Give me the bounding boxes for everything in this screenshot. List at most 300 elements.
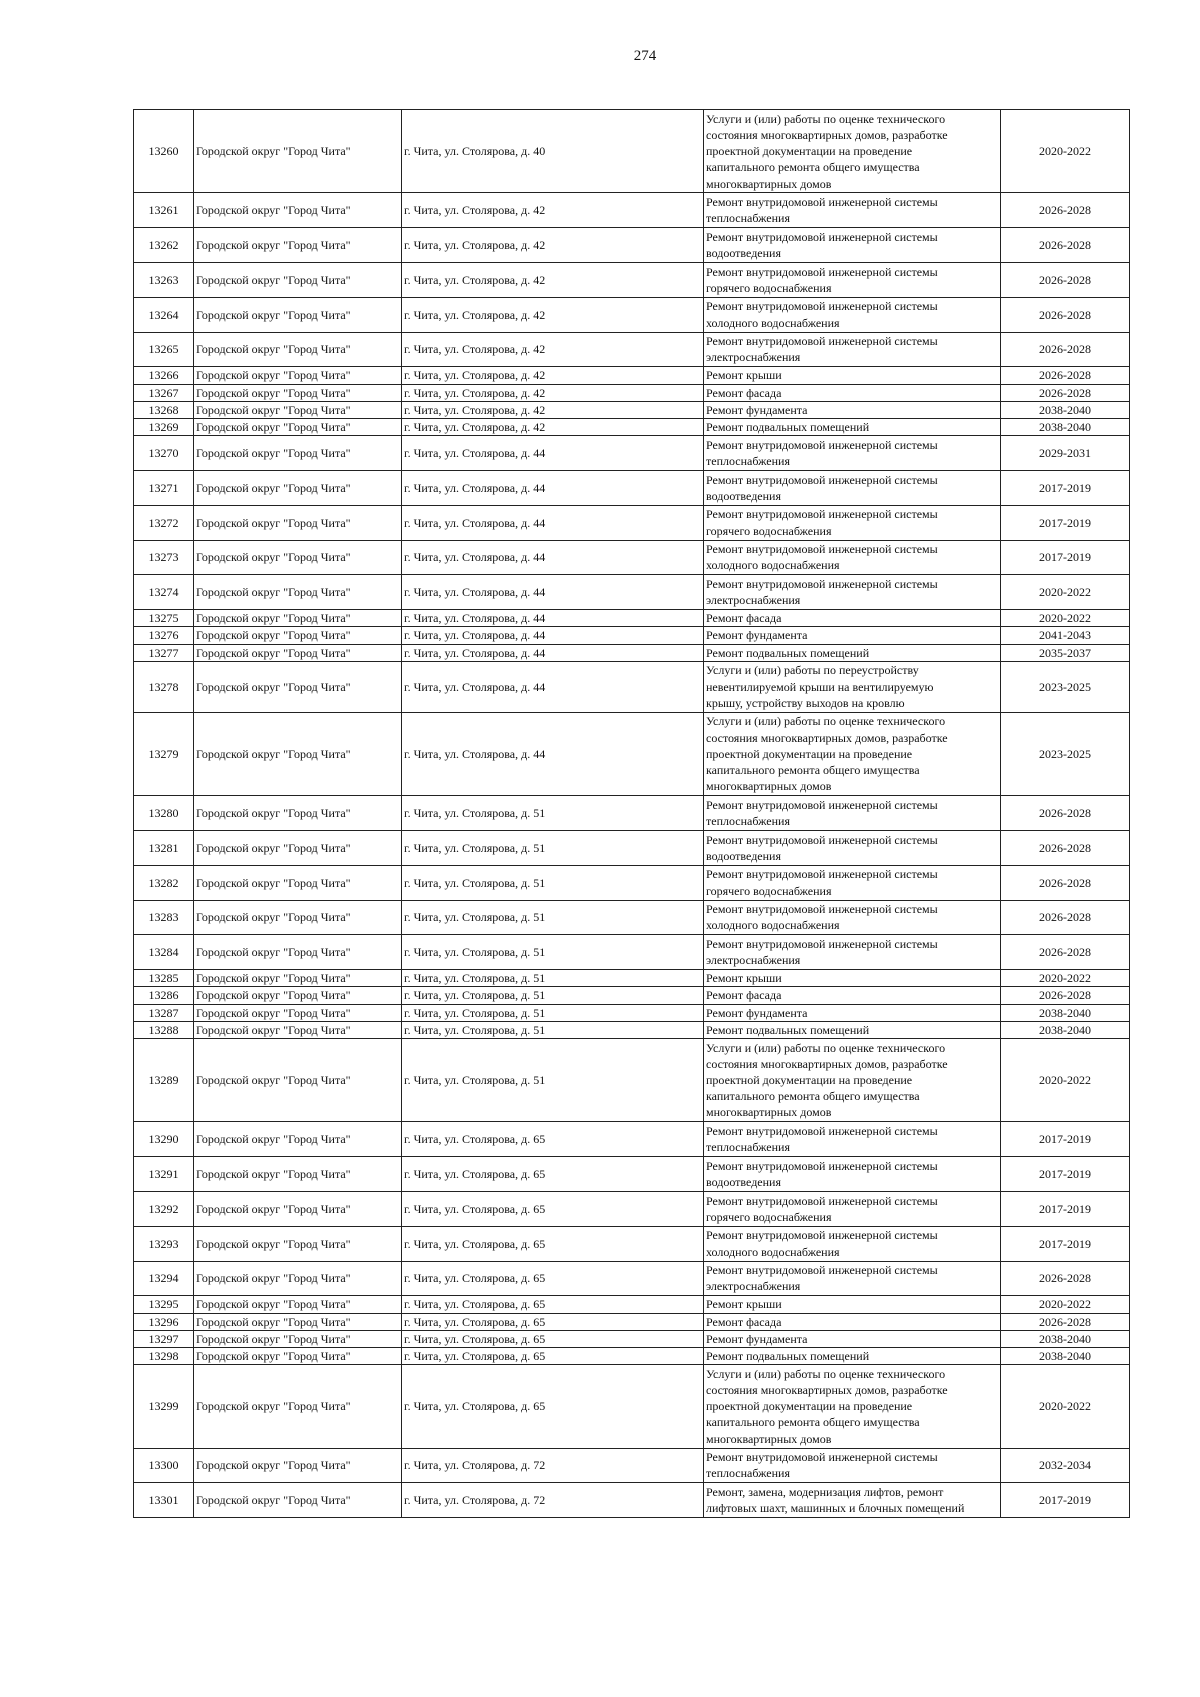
row-number-cell: 13266 bbox=[134, 367, 194, 384]
work-type-line: электроснабжения bbox=[706, 350, 801, 365]
table-row bbox=[134, 575, 1130, 610]
period-cell: 2026-2028 bbox=[1001, 384, 1130, 401]
work-type-cell bbox=[704, 1004, 1001, 1021]
work-type-line: капитального ремонта общего имущества bbox=[706, 160, 920, 175]
period-cell: 2026-2028 bbox=[1001, 830, 1130, 865]
address-cell: г. Чита, ул. Столярова, д. 44 bbox=[402, 661, 704, 712]
period-cell: 2026-2028 bbox=[1001, 297, 1130, 332]
address-cell: г. Чита, ул. Столярова, д. 42 bbox=[402, 193, 704, 228]
row-number-cell: 13276 bbox=[134, 627, 194, 644]
address-cell: г. Чита, ул. Столярова, д. 42 bbox=[402, 367, 704, 384]
municipality-cell: Городской округ "Город Чита" bbox=[194, 384, 402, 401]
address-cell: г. Чита, ул. Столярова, д. 51 bbox=[402, 796, 704, 831]
period-cell: 2023-2025 bbox=[1001, 661, 1130, 712]
work-type-cell bbox=[704, 712, 1001, 795]
row-number-cell: 13270 bbox=[134, 436, 194, 471]
address-cell: г. Чита, ул. Столярова, д. 65 bbox=[402, 1157, 704, 1192]
address-cell: г. Чита, ул. Столярова, д. 42 bbox=[402, 332, 704, 367]
work-type-line: проектной документации на проведение bbox=[706, 144, 913, 159]
period-cell: 2038-2040 bbox=[1001, 1004, 1130, 1021]
work-type-cell bbox=[704, 1313, 1001, 1330]
period-cell: 2035-2037 bbox=[1001, 644, 1130, 661]
work-type-cell bbox=[704, 1038, 1001, 1121]
table-row bbox=[134, 1448, 1130, 1483]
work-type-line: горячего водоснабжения bbox=[706, 1209, 832, 1224]
municipality-cell: Городской округ "Город Чита" bbox=[194, 367, 402, 384]
address-cell: г. Чита, ул. Столярова, д. 65 bbox=[402, 1226, 704, 1261]
work-type-cell bbox=[704, 627, 1001, 644]
row-number-cell: 13294 bbox=[134, 1261, 194, 1296]
work-type-line: состояния многоквартирных домов, разработке bbox=[706, 1056, 948, 1071]
period-cell: 2017-2019 bbox=[1001, 1483, 1130, 1518]
period-cell: 2026-2028 bbox=[1001, 935, 1130, 970]
work-type-cell bbox=[704, 1296, 1001, 1313]
table-row bbox=[134, 1157, 1130, 1192]
address-cell: г. Чита, ул. Столярова, д. 44 bbox=[402, 505, 704, 540]
table-row bbox=[134, 332, 1130, 367]
period-cell: 2026-2028 bbox=[1001, 987, 1130, 1004]
work-type-cell bbox=[704, 830, 1001, 865]
period-cell: 2026-2028 bbox=[1001, 193, 1130, 228]
period-cell: 2017-2019 bbox=[1001, 540, 1130, 575]
work-type-line: Ремонт внутридомовой инженерной системы bbox=[706, 264, 938, 279]
period-cell: 2038-2040 bbox=[1001, 1347, 1130, 1364]
work-type-cell bbox=[704, 796, 1001, 831]
work-type-line: Ремонт фасада bbox=[706, 385, 782, 400]
municipality-cell: Городской округ "Город Чита" bbox=[194, 332, 402, 367]
work-type-line: многоквартирных домов bbox=[706, 176, 832, 191]
work-type-line: Ремонт фундамента bbox=[706, 1005, 808, 1020]
municipality-cell: Городской округ "Город Чита" bbox=[194, 1157, 402, 1192]
row-number-cell: 13264 bbox=[134, 297, 194, 332]
period-cell: 2038-2040 bbox=[1001, 1021, 1130, 1038]
work-type-line: Ремонт фасада bbox=[706, 988, 782, 1003]
work-type-line: проектной документации на проведение bbox=[706, 746, 913, 761]
row-number-cell: 13263 bbox=[134, 262, 194, 297]
municipality-cell: Городской округ "Город Чита" bbox=[194, 712, 402, 795]
row-number-cell: 13291 bbox=[134, 1157, 194, 1192]
row-number-cell: 13265 bbox=[134, 332, 194, 367]
row-number-cell: 13273 bbox=[134, 540, 194, 575]
period-cell: 2017-2019 bbox=[1001, 1226, 1130, 1261]
municipality-cell: Городской округ "Город Чита" bbox=[194, 401, 402, 418]
work-type-line: Ремонт внутридомовой инженерной системы bbox=[706, 437, 938, 452]
work-type-line: Ремонт, замена, модернизация лифтов, ремонт bbox=[706, 1485, 944, 1500]
municipality-cell: Городской округ "Город Чита" bbox=[194, 970, 402, 987]
table-row bbox=[134, 367, 1130, 384]
work-type-cell bbox=[704, 1191, 1001, 1226]
row-number-cell: 13293 bbox=[134, 1226, 194, 1261]
address-cell: г. Чита, ул. Столярова, д. 72 bbox=[402, 1483, 704, 1518]
table-row bbox=[134, 1483, 1130, 1518]
work-type-line: проектной документации на проведение bbox=[706, 1399, 913, 1414]
work-type-cell bbox=[704, 436, 1001, 471]
work-type-cell bbox=[704, 193, 1001, 228]
work-type-line: Ремонт внутридомовой инженерной системы bbox=[706, 507, 938, 522]
work-type-line: Ремонт внутридомовой инженерной системы bbox=[706, 797, 938, 812]
work-type-line: крышу, устройству выходов на кровлю bbox=[706, 695, 905, 710]
work-type-line: Ремонт внутридомовой инженерной системы bbox=[706, 1193, 938, 1208]
work-type-cell bbox=[704, 610, 1001, 627]
municipality-cell: Городской округ "Город Чита" bbox=[194, 1483, 402, 1518]
row-number-cell: 13283 bbox=[134, 900, 194, 935]
work-type-line: водоотведения bbox=[706, 1175, 781, 1190]
work-type-line: Ремонт внутридомовой инженерной системы bbox=[706, 1228, 938, 1243]
municipality-cell: Городской округ "Город Чита" bbox=[194, 436, 402, 471]
work-type-cell bbox=[704, 1330, 1001, 1347]
municipality-cell: Городской округ "Город Чита" bbox=[194, 610, 402, 627]
work-type-cell bbox=[704, 540, 1001, 575]
table-body bbox=[134, 110, 1130, 1518]
period-cell: 2020-2022 bbox=[1001, 1296, 1130, 1313]
row-number-cell: 13288 bbox=[134, 1021, 194, 1038]
work-type-line: Ремонт подвальных помещений bbox=[706, 645, 870, 660]
work-type-line: состояния многоквартирных домов, разработке bbox=[706, 127, 948, 142]
work-type-cell bbox=[704, 987, 1001, 1004]
table-row bbox=[134, 540, 1130, 575]
work-type-line: Услуги и (или) работы по оценке технического bbox=[706, 111, 946, 126]
work-type-line: Ремонт фундамента bbox=[706, 1331, 808, 1346]
table-row bbox=[134, 935, 1130, 970]
municipality-cell: Городской округ "Город Чита" bbox=[194, 1365, 402, 1448]
work-type-line: Ремонт фундамента bbox=[706, 628, 808, 643]
work-type-line: холодного водоснабжения bbox=[706, 315, 840, 330]
address-cell: г. Чита, ул. Столярова, д. 51 bbox=[402, 1021, 704, 1038]
period-cell: 2026-2028 bbox=[1001, 1261, 1130, 1296]
repair-schedule-table bbox=[133, 109, 1130, 1518]
address-cell: г. Чита, ул. Столярова, д. 51 bbox=[402, 1004, 704, 1021]
row-number-cell: 13279 bbox=[134, 712, 194, 795]
row-number-cell: 13297 bbox=[134, 1330, 194, 1347]
municipality-cell: Городской округ "Город Чита" bbox=[194, 110, 402, 193]
row-number-cell: 13269 bbox=[134, 418, 194, 435]
table-row bbox=[134, 1365, 1130, 1448]
period-cell: 2020-2022 bbox=[1001, 970, 1130, 987]
work-type-line: холодного водоснабжения bbox=[706, 558, 840, 573]
table-row bbox=[134, 505, 1130, 540]
address-cell: г. Чита, ул. Столярова, д. 65 bbox=[402, 1122, 704, 1157]
table-row bbox=[134, 970, 1130, 987]
municipality-cell: Городской округ "Город Чита" bbox=[194, 1330, 402, 1347]
work-type-line: электроснабжения bbox=[706, 593, 801, 608]
work-type-line: водоотведения bbox=[706, 246, 781, 261]
work-type-cell bbox=[704, 262, 1001, 297]
table-row bbox=[134, 1347, 1130, 1364]
address-cell: г. Чита, ул. Столярова, д. 44 bbox=[402, 644, 704, 661]
address-cell: г. Чита, ул. Столярова, д. 65 bbox=[402, 1347, 704, 1364]
municipality-cell: Городской округ "Город Чита" bbox=[194, 627, 402, 644]
work-type-line: многоквартирных домов bbox=[706, 1431, 832, 1446]
row-number-cell: 13272 bbox=[134, 505, 194, 540]
address-cell: г. Чита, ул. Столярова, д. 65 bbox=[402, 1296, 704, 1313]
row-number-cell: 13275 bbox=[134, 610, 194, 627]
row-number-cell: 13271 bbox=[134, 470, 194, 505]
work-type-line: водоотведения bbox=[706, 848, 781, 863]
work-type-cell bbox=[704, 1157, 1001, 1192]
municipality-cell: Городской округ "Город Чита" bbox=[194, 644, 402, 661]
period-cell: 2017-2019 bbox=[1001, 1191, 1130, 1226]
table-row bbox=[134, 865, 1130, 900]
address-cell: г. Чита, ул. Столярова, д. 51 bbox=[402, 830, 704, 865]
table-row bbox=[134, 627, 1130, 644]
municipality-cell: Городской округ "Город Чита" bbox=[194, 575, 402, 610]
address-cell: г. Чита, ул. Столярова, д. 42 bbox=[402, 262, 704, 297]
work-type-line: Ремонт внутридомовой инженерной системы bbox=[706, 832, 938, 847]
period-cell: 2038-2040 bbox=[1001, 418, 1130, 435]
table-row bbox=[134, 712, 1130, 795]
address-cell: г. Чита, ул. Столярова, д. 72 bbox=[402, 1448, 704, 1483]
table-row bbox=[134, 262, 1130, 297]
municipality-cell: Городской округ "Город Чита" bbox=[194, 865, 402, 900]
period-cell: 2026-2028 bbox=[1001, 228, 1130, 263]
table-row bbox=[134, 1004, 1130, 1021]
work-type-line: горячего водоснабжения bbox=[706, 523, 832, 538]
table-row bbox=[134, 1038, 1130, 1121]
row-number-cell: 13296 bbox=[134, 1313, 194, 1330]
address-cell: г. Чита, ул. Столярова, д. 65 bbox=[402, 1191, 704, 1226]
address-cell: г. Чита, ул. Столярова, д. 42 bbox=[402, 418, 704, 435]
table-row bbox=[134, 1261, 1130, 1296]
row-number-cell: 13282 bbox=[134, 865, 194, 900]
row-number-cell: 13289 bbox=[134, 1038, 194, 1121]
work-type-line: лифтовых шахт, машинных и блочных помещений bbox=[706, 1501, 965, 1516]
work-type-line: Ремонт фундамента bbox=[706, 402, 808, 417]
row-number-cell: 13286 bbox=[134, 987, 194, 1004]
row-number-cell: 13287 bbox=[134, 1004, 194, 1021]
municipality-cell: Городской округ "Город Чита" bbox=[194, 1347, 402, 1364]
row-number-cell: 13298 bbox=[134, 1347, 194, 1364]
period-cell: 2026-2028 bbox=[1001, 1313, 1130, 1330]
work-type-line: Ремонт фасада bbox=[706, 611, 782, 626]
work-type-line: водоотведения bbox=[706, 488, 781, 503]
period-cell: 2041-2043 bbox=[1001, 627, 1130, 644]
address-cell: г. Чита, ул. Столярова, д. 65 bbox=[402, 1313, 704, 1330]
work-type-cell bbox=[704, 470, 1001, 505]
work-type-line: Ремонт внутридомовой инженерной системы bbox=[706, 1450, 938, 1465]
work-type-line: Ремонт внутридомовой инженерной системы bbox=[706, 1263, 938, 1278]
municipality-cell: Городской округ "Город Чита" bbox=[194, 1004, 402, 1021]
address-cell: г. Чита, ул. Столярова, д. 51 bbox=[402, 865, 704, 900]
work-type-cell bbox=[704, 1347, 1001, 1364]
work-type-cell bbox=[704, 575, 1001, 610]
table-row bbox=[134, 1191, 1130, 1226]
municipality-cell: Городской округ "Город Чита" bbox=[194, 297, 402, 332]
row-number-cell: 13301 bbox=[134, 1483, 194, 1518]
work-type-line: теплоснабжения bbox=[706, 814, 790, 829]
work-type-cell bbox=[704, 661, 1001, 712]
work-type-line: состояния многоквартирных домов, разработке bbox=[706, 1383, 948, 1398]
table-row bbox=[134, 1330, 1130, 1347]
table-row bbox=[134, 1313, 1130, 1330]
municipality-cell: Городской округ "Город Чита" bbox=[194, 262, 402, 297]
row-number-cell: 13278 bbox=[134, 661, 194, 712]
period-cell: 2017-2019 bbox=[1001, 505, 1130, 540]
work-type-line: Ремонт крыши bbox=[706, 368, 782, 383]
municipality-cell: Городской округ "Город Чита" bbox=[194, 505, 402, 540]
work-type-cell bbox=[704, 1365, 1001, 1448]
work-type-line: Ремонт крыши bbox=[706, 1297, 782, 1312]
work-type-line: Ремонт внутридомовой инженерной системы bbox=[706, 1158, 938, 1173]
work-type-line: Ремонт внутридомовой инженерной системы bbox=[706, 902, 938, 917]
work-type-line: Ремонт подвальных помещений bbox=[706, 419, 870, 434]
table-row bbox=[134, 796, 1130, 831]
work-type-line: теплоснабжения bbox=[706, 454, 790, 469]
work-type-cell bbox=[704, 418, 1001, 435]
row-number-cell: 13261 bbox=[134, 193, 194, 228]
row-number-cell: 13290 bbox=[134, 1122, 194, 1157]
row-number-cell: 13268 bbox=[134, 401, 194, 418]
municipality-cell: Городской округ "Город Чита" bbox=[194, 796, 402, 831]
address-cell: г. Чита, ул. Столярова, д. 51 bbox=[402, 987, 704, 1004]
municipality-cell: Городской округ "Город Чита" bbox=[194, 540, 402, 575]
work-type-line: Услуги и (или) работы по переустройству bbox=[706, 663, 919, 678]
period-cell: 2038-2040 bbox=[1001, 1330, 1130, 1347]
municipality-cell: Городской округ "Город Чита" bbox=[194, 987, 402, 1004]
table-row bbox=[134, 401, 1130, 418]
work-type-line: Услуги и (или) работы по оценке технического bbox=[706, 1366, 946, 1381]
work-type-cell bbox=[704, 1261, 1001, 1296]
period-cell: 2026-2028 bbox=[1001, 367, 1130, 384]
table-row bbox=[134, 987, 1130, 1004]
table-row bbox=[134, 661, 1130, 712]
address-cell: г. Чита, ул. Столярова, д. 65 bbox=[402, 1261, 704, 1296]
address-cell: г. Чита, ул. Столярова, д. 44 bbox=[402, 610, 704, 627]
row-number-cell: 13262 bbox=[134, 228, 194, 263]
municipality-cell: Городской округ "Город Чита" bbox=[194, 418, 402, 435]
table-row bbox=[134, 110, 1130, 193]
table-row bbox=[134, 228, 1130, 263]
address-cell: г. Чита, ул. Столярова, д. 42 bbox=[402, 228, 704, 263]
period-cell: 2026-2028 bbox=[1001, 332, 1130, 367]
address-cell: г. Чита, ул. Столярова, д. 44 bbox=[402, 627, 704, 644]
work-type-line: Ремонт внутридомовой инженерной системы bbox=[706, 229, 938, 244]
work-type-line: теплоснабжения bbox=[706, 1140, 790, 1155]
row-number-cell: 13285 bbox=[134, 970, 194, 987]
period-cell: 2017-2019 bbox=[1001, 470, 1130, 505]
period-cell: 2023-2025 bbox=[1001, 712, 1130, 795]
address-cell: г. Чита, ул. Столярова, д. 44 bbox=[402, 436, 704, 471]
work-type-line: Ремонт подвальных помещений bbox=[706, 1348, 870, 1363]
address-cell: г. Чита, ул. Столярова, д. 42 bbox=[402, 401, 704, 418]
work-type-line: Ремонт внутридомовой инженерной системы bbox=[706, 1124, 938, 1139]
row-number-cell: 13281 bbox=[134, 830, 194, 865]
municipality-cell: Городской округ "Город Чита" bbox=[194, 935, 402, 970]
address-cell: г. Чита, ул. Столярова, д. 51 bbox=[402, 970, 704, 987]
period-cell: 2020-2022 bbox=[1001, 575, 1130, 610]
work-type-cell bbox=[704, 1483, 1001, 1518]
work-type-cell bbox=[704, 644, 1001, 661]
work-type-line: Ремонт внутридомовой инженерной системы bbox=[706, 577, 938, 592]
row-number-cell: 13260 bbox=[134, 110, 194, 193]
municipality-cell: Городской округ "Город Чита" bbox=[194, 1021, 402, 1038]
row-number-cell: 13300 bbox=[134, 1448, 194, 1483]
address-cell: г. Чита, ул. Столярова, д. 44 bbox=[402, 575, 704, 610]
period-cell: 2020-2022 bbox=[1001, 610, 1130, 627]
work-type-line: состояния многоквартирных домов, разработке bbox=[706, 730, 948, 745]
table-row bbox=[134, 830, 1130, 865]
work-type-line: Ремонт крыши bbox=[706, 971, 782, 986]
period-cell: 2026-2028 bbox=[1001, 865, 1130, 900]
municipality-cell: Городской округ "Город Чита" bbox=[194, 1191, 402, 1226]
work-type-line: невентилируемой крыши на вентилируемую bbox=[706, 679, 934, 694]
work-type-cell bbox=[704, 384, 1001, 401]
work-type-line: Услуги и (или) работы по оценке технического bbox=[706, 1040, 946, 1055]
work-type-line: Ремонт подвальных помещений bbox=[706, 1022, 870, 1037]
row-number-cell: 13274 bbox=[134, 575, 194, 610]
work-type-line: капитального ремонта общего имущества bbox=[706, 1089, 920, 1104]
table-row bbox=[134, 1122, 1130, 1157]
row-number-cell: 13267 bbox=[134, 384, 194, 401]
row-number-cell: 13299 bbox=[134, 1365, 194, 1448]
address-cell: г. Чита, ул. Столярова, д. 42 bbox=[402, 384, 704, 401]
work-type-cell bbox=[704, 935, 1001, 970]
work-type-cell bbox=[704, 505, 1001, 540]
work-type-line: капитального ремонта общего имущества bbox=[706, 1415, 920, 1430]
period-cell: 2020-2022 bbox=[1001, 1365, 1130, 1448]
work-type-cell bbox=[704, 865, 1001, 900]
work-type-line: Ремонт внутридомовой инженерной системы bbox=[706, 195, 938, 210]
work-type-cell bbox=[704, 367, 1001, 384]
work-type-line: Ремонт фасада bbox=[706, 1314, 782, 1329]
work-type-line: Ремонт внутридомовой инженерной системы bbox=[706, 299, 938, 314]
row-number-cell: 13292 bbox=[134, 1191, 194, 1226]
table-row bbox=[134, 418, 1130, 435]
municipality-cell: Городской округ "Город Чита" bbox=[194, 661, 402, 712]
work-type-line: Ремонт внутридомовой инженерной системы bbox=[706, 867, 938, 882]
period-cell: 2026-2028 bbox=[1001, 900, 1130, 935]
row-number-cell: 13277 bbox=[134, 644, 194, 661]
municipality-cell: Городской округ "Город Чита" bbox=[194, 1313, 402, 1330]
period-cell: 2038-2040 bbox=[1001, 401, 1130, 418]
work-type-cell bbox=[704, 297, 1001, 332]
work-type-cell bbox=[704, 1122, 1001, 1157]
work-type-line: горячего водоснабжения bbox=[706, 883, 832, 898]
work-type-line: горячего водоснабжения bbox=[706, 280, 832, 295]
work-type-cell bbox=[704, 900, 1001, 935]
address-cell: г. Чита, ул. Столярова, д. 44 bbox=[402, 712, 704, 795]
table-row bbox=[134, 610, 1130, 627]
address-cell: г. Чита, ул. Столярова, д. 44 bbox=[402, 470, 704, 505]
period-cell: 2032-2034 bbox=[1001, 1448, 1130, 1483]
address-cell: г. Чита, ул. Столярова, д. 65 bbox=[402, 1365, 704, 1448]
address-cell: г. Чита, ул. Столярова, д. 40 bbox=[402, 110, 704, 193]
municipality-cell: Городской округ "Город Чита" bbox=[194, 1226, 402, 1261]
address-cell: г. Чита, ул. Столярова, д. 44 bbox=[402, 540, 704, 575]
table-row bbox=[134, 470, 1130, 505]
period-cell: 2026-2028 bbox=[1001, 796, 1130, 831]
work-type-line: холодного водоснабжения bbox=[706, 1244, 840, 1259]
work-type-line: холодного водоснабжения bbox=[706, 918, 840, 933]
work-type-cell bbox=[704, 332, 1001, 367]
address-cell: г. Чита, ул. Столярова, д. 65 bbox=[402, 1330, 704, 1347]
row-number-cell: 13284 bbox=[134, 935, 194, 970]
work-type-line: Услуги и (или) работы по оценке технического bbox=[706, 714, 946, 729]
work-type-line: электроснабжения bbox=[706, 1279, 801, 1294]
table-row bbox=[134, 297, 1130, 332]
period-cell: 2026-2028 bbox=[1001, 262, 1130, 297]
work-type-cell bbox=[704, 110, 1001, 193]
period-cell: 2020-2022 bbox=[1001, 1038, 1130, 1121]
work-type-line: Ремонт внутридомовой инженерной системы bbox=[706, 472, 938, 487]
period-cell: 2017-2019 bbox=[1001, 1122, 1130, 1157]
address-cell: г. Чита, ул. Столярова, д. 42 bbox=[402, 297, 704, 332]
work-type-line: капитального ремонта общего имущества bbox=[706, 763, 920, 778]
municipality-cell: Городской округ "Город Чита" bbox=[194, 1261, 402, 1296]
table-row bbox=[134, 384, 1130, 401]
table-row bbox=[134, 436, 1130, 471]
table-row bbox=[134, 644, 1130, 661]
page-number: 274 bbox=[633, 48, 657, 64]
